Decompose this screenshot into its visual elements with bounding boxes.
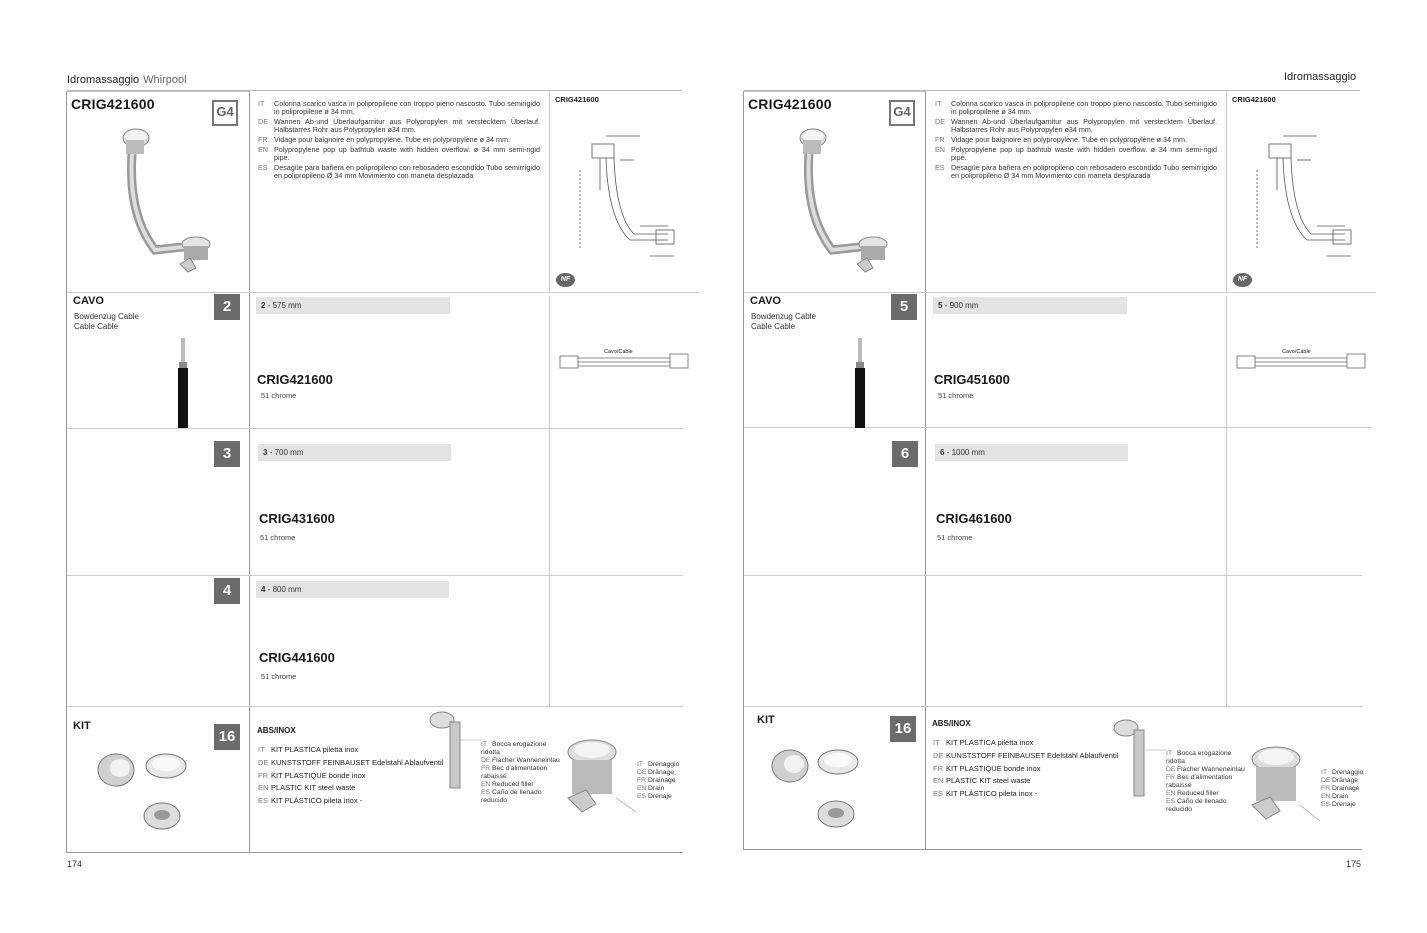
cable-label: Cavo/Cable — [604, 349, 633, 355]
kit-list — [933, 737, 1118, 801]
drain-photo — [1242, 745, 1322, 825]
lang-code: EN — [481, 781, 491, 788]
page-header — [1284, 71, 1356, 83]
drain-list — [637, 761, 679, 801]
kit-item-text: KIT PLASTICA piletta inox — [271, 745, 359, 754]
length-index: 4 — [261, 585, 266, 594]
lang-code: EN — [935, 145, 945, 154]
kit-item-text: KIT PLÁSTICO pileta inox - — [271, 796, 363, 806]
lang-code: IT — [637, 761, 644, 768]
lang-code: FR — [258, 770, 268, 780]
kit-item-text: PLASTIC KIT steel waste — [946, 776, 1031, 786]
description-text: Vidage pour baignoire en polypropylène. Tube en polypropylène ø 34 mm. — [951, 135, 1188, 144]
product-description — [258, 100, 540, 182]
lang-code: EN — [637, 785, 647, 792]
kit-list — [258, 744, 443, 808]
lang-code: FR — [1166, 774, 1176, 781]
page-number: 174 — [67, 859, 83, 869]
length-bar — [935, 444, 1128, 461]
drain-list — [1321, 769, 1363, 809]
lang-code: IT — [258, 99, 265, 108]
lang-code: ES — [258, 163, 268, 172]
kit-badge: 16 — [214, 724, 240, 750]
kit-item-text: PLASTIC KIT steel waste — [271, 783, 356, 793]
product-description — [935, 100, 1217, 182]
lang-code: IT — [258, 745, 265, 754]
drain-photo — [558, 738, 638, 816]
row-finish: 51 chrome — [260, 533, 296, 542]
drain-item-text: Drain — [648, 785, 665, 792]
diagram-title: CRIG421600 — [1232, 95, 1276, 104]
lang-code: IT — [481, 741, 488, 748]
technical-drawing — [570, 130, 685, 270]
row-code: CRIG421600 — [257, 372, 333, 387]
description-text: Colonna scarico vasca in polipropilene con troppo pieno nascosto. Tubo semirigido in polipropilene ø 34 mm. — [951, 99, 1217, 116]
row-finish: 51 chrome — [261, 672, 297, 681]
group-badge: G4 — [889, 100, 915, 126]
lang-code: IT — [935, 99, 942, 108]
description-text: Polypropylene pop up bathtub waste with hidden overflow. ø 34 mm semi-rigid pipe. — [274, 145, 540, 162]
filler-photo — [426, 710, 486, 790]
kit-badge: 16 — [890, 716, 916, 742]
product-code: CRIG421600 — [71, 96, 155, 112]
drain-item-text: Dränage — [648, 769, 675, 776]
page-header — [67, 74, 187, 86]
row-finish: 51 chrome — [261, 391, 297, 400]
length-index: 3 — [263, 448, 268, 457]
kit-item-text: KUNSTSTOFF FEINBAUSET Edelstahl Ablaufventil — [271, 757, 444, 767]
row-finish: 51 chrome — [938, 391, 974, 400]
cavo-subtitle-1: Bowdenzug Cable — [751, 312, 816, 321]
cable-drawing — [1235, 350, 1367, 378]
drain-item-text: Drainage — [1332, 785, 1360, 792]
length-text: - 900 mm — [944, 301, 979, 310]
lang-code: EN — [258, 783, 269, 793]
lang-code: DE — [935, 117, 945, 126]
lang-code: FR — [1321, 785, 1331, 792]
lang-code: ES — [1166, 798, 1176, 805]
filler-item-text: Flacher Wanneneinlau — [492, 757, 560, 764]
kit-heading: ABS/INOX — [257, 726, 296, 735]
drain-item-text: Drenaje — [648, 793, 672, 800]
lang-code: IT — [933, 738, 940, 747]
cavo-subtitle-2: Cable Cable — [751, 322, 796, 331]
length-text: - 575 mm — [267, 301, 302, 310]
lang-code: ES — [481, 789, 491, 796]
lang-code: FR — [933, 763, 943, 773]
product-code: CRIG421600 — [748, 96, 832, 112]
cable-photo — [176, 338, 192, 428]
header-title: Idromassaggio — [67, 74, 140, 86]
lang-code: ES — [935, 163, 945, 172]
kit-item-text: KUNSTSTOFF FEINBAUSET Edelstahl Ablaufventil — [946, 750, 1119, 760]
lang-code: EN — [258, 145, 268, 154]
lang-code: DE — [258, 757, 269, 767]
header-title: Idromassaggio — [1284, 71, 1357, 83]
drain-item-text: Drain — [1332, 793, 1349, 800]
drain-item-text: Drainage — [648, 777, 676, 784]
description-text: Wannen Ab-und Überlaufgarnitur aus Polypropylen mit verstecktem Überlauf. Halbstarres Rohr aus Polypropylen ø34 mm. — [274, 117, 540, 134]
row-code: CRIG441600 — [259, 650, 335, 665]
cable-label: Cavo/Cable — [1282, 349, 1311, 355]
kit-item-text: KIT PLASTICA piletta inox — [946, 738, 1034, 747]
length-bar — [933, 297, 1127, 314]
kit-item-text: KIT PLASTIQUE bonde inox — [271, 770, 366, 780]
description-text: Desagüe para bañera en polipropileno con rebosadero escondido Tubo semirrígido en polipropileno Ø 34 mm Movimiento con maneta desplazada — [951, 163, 1217, 180]
cavo-subtitle-2: Cable Cable — [74, 322, 119, 331]
kit-title: KIT — [73, 720, 91, 732]
lang-code: EN — [1321, 793, 1331, 800]
filler-item-text: Bec d'alimentation rabaissé — [1166, 774, 1233, 789]
drain-item-text: Dränage — [1332, 777, 1359, 784]
kit-item-text: KIT PLÁSTICO pileta inox - — [946, 789, 1038, 799]
kit-item-text: KIT PLASTIQUE bonde inox — [946, 763, 1041, 773]
length-bar — [256, 297, 450, 314]
description-text: Colonna scarico vasca in polipropilene con troppo pieno nascosto. Tubo semirigido in polipropilene ø 34 mm. — [274, 99, 540, 116]
drain-item-text: Drenaggio — [1332, 769, 1364, 776]
lang-code: DE — [258, 117, 268, 126]
lang-code: DE — [1321, 777, 1331, 784]
row-badge: 3 — [214, 441, 240, 467]
kit-photo — [770, 742, 870, 832]
lang-code: ES — [933, 789, 944, 799]
description-text: Polypropylene pop up bathtub waste with hidden overflow. ø 34 mm semi-rigid pipe. — [951, 145, 1217, 162]
lang-code: ES — [258, 796, 269, 806]
lang-code: DE — [933, 750, 944, 760]
filler-item-text: Reduced filler — [1177, 790, 1219, 797]
cable-drawing — [558, 350, 690, 378]
group-badge: G4 — [212, 100, 238, 126]
description-text: Wannen Ab-und Überlaufgarnitur aus Polypropylen mit verstecktem Überlauf. Halbstarres Rohr aus Polypropylen ø34 mm. — [951, 117, 1217, 134]
cavo-title: CAVO — [750, 295, 781, 307]
lang-code: FR — [935, 135, 945, 144]
filler-list — [1166, 750, 1250, 814]
row-code: CRIG451600 — [934, 372, 1010, 387]
kit-title: KIT — [757, 714, 775, 726]
filler-item-text: Bec d'alimentation rabaissé — [481, 765, 548, 780]
lang-code: DE — [481, 757, 491, 764]
filler-item-text: Bocca erogazione ridotta — [1166, 750, 1232, 765]
cavo-title: CAVO — [73, 295, 104, 307]
length-index: 6 — [940, 448, 945, 457]
kit-heading: ABS/INOX — [932, 719, 971, 728]
length-text: - 800 mm — [267, 585, 302, 594]
description-text: Desagüe para bañera en polipropileno con rebosadero escondido Tubo semirrígido en polipropileno Ø 34 mm Movimiento con maneta desplazada — [274, 163, 540, 180]
nf-certification-icon: NF — [556, 273, 575, 287]
lang-code: EN — [1166, 790, 1176, 797]
lang-code: IT — [1166, 750, 1173, 757]
drain-item-text: Drenaggio — [648, 761, 680, 768]
length-bar — [256, 581, 449, 598]
filler-photo — [1110, 718, 1170, 798]
kit-photo — [96, 748, 196, 833]
row-code: CRIG461600 — [936, 511, 1012, 526]
row-badge: 5 — [891, 294, 917, 320]
bath-waste-photo — [100, 120, 220, 280]
description-text: Vidage pour baignoire en polypropylène. Tube en polypropylène ø 34 mm. — [274, 135, 511, 144]
length-index: 2 — [261, 301, 266, 310]
length-text: - 1000 mm — [946, 448, 985, 457]
row-badge: 6 — [892, 441, 918, 467]
row-finish: 51 chrome — [937, 533, 973, 542]
technical-drawing — [1247, 130, 1362, 270]
filler-item-text: Caño de llenado reducido — [1166, 798, 1227, 813]
header-subtitle: Whirpool — [143, 74, 187, 86]
cavo-subtitle-1: Bowdenzug Cable — [74, 312, 139, 321]
lang-code: ES — [1321, 801, 1331, 808]
cable-photo — [853, 338, 869, 428]
row-badge: 4 — [214, 578, 240, 604]
row-badge: 2 — [214, 294, 240, 320]
lang-code: IT — [1321, 769, 1328, 776]
nf-certification-icon: NF — [1233, 273, 1252, 287]
length-index: 5 — [938, 301, 943, 310]
page-number: 175 — [1346, 859, 1362, 869]
filler-item-text: Flacher Wanneneinlau — [1177, 766, 1245, 773]
length-bar — [258, 444, 451, 461]
length-text: - 700 mm — [269, 448, 304, 457]
bath-waste-photo — [777, 120, 897, 280]
filler-item-text: Bocca erogazione ridotta — [481, 741, 547, 756]
lang-code: DE — [637, 769, 647, 776]
filler-list — [481, 741, 565, 805]
filler-item-text: Reduced filler — [492, 781, 534, 788]
lang-code: FR — [258, 135, 268, 144]
diagram-title: CRIG421600 — [555, 95, 599, 104]
filler-item-text: Caño de llenado reducido — [481, 789, 542, 804]
lang-code: EN — [933, 776, 944, 786]
lang-code: ES — [637, 793, 647, 800]
lang-code: FR — [481, 765, 491, 772]
drain-item-text: Drenaje — [1332, 801, 1356, 808]
lang-code: FR — [637, 777, 647, 784]
lang-code: DE — [1166, 766, 1176, 773]
row-code: CRIG431600 — [259, 511, 335, 526]
